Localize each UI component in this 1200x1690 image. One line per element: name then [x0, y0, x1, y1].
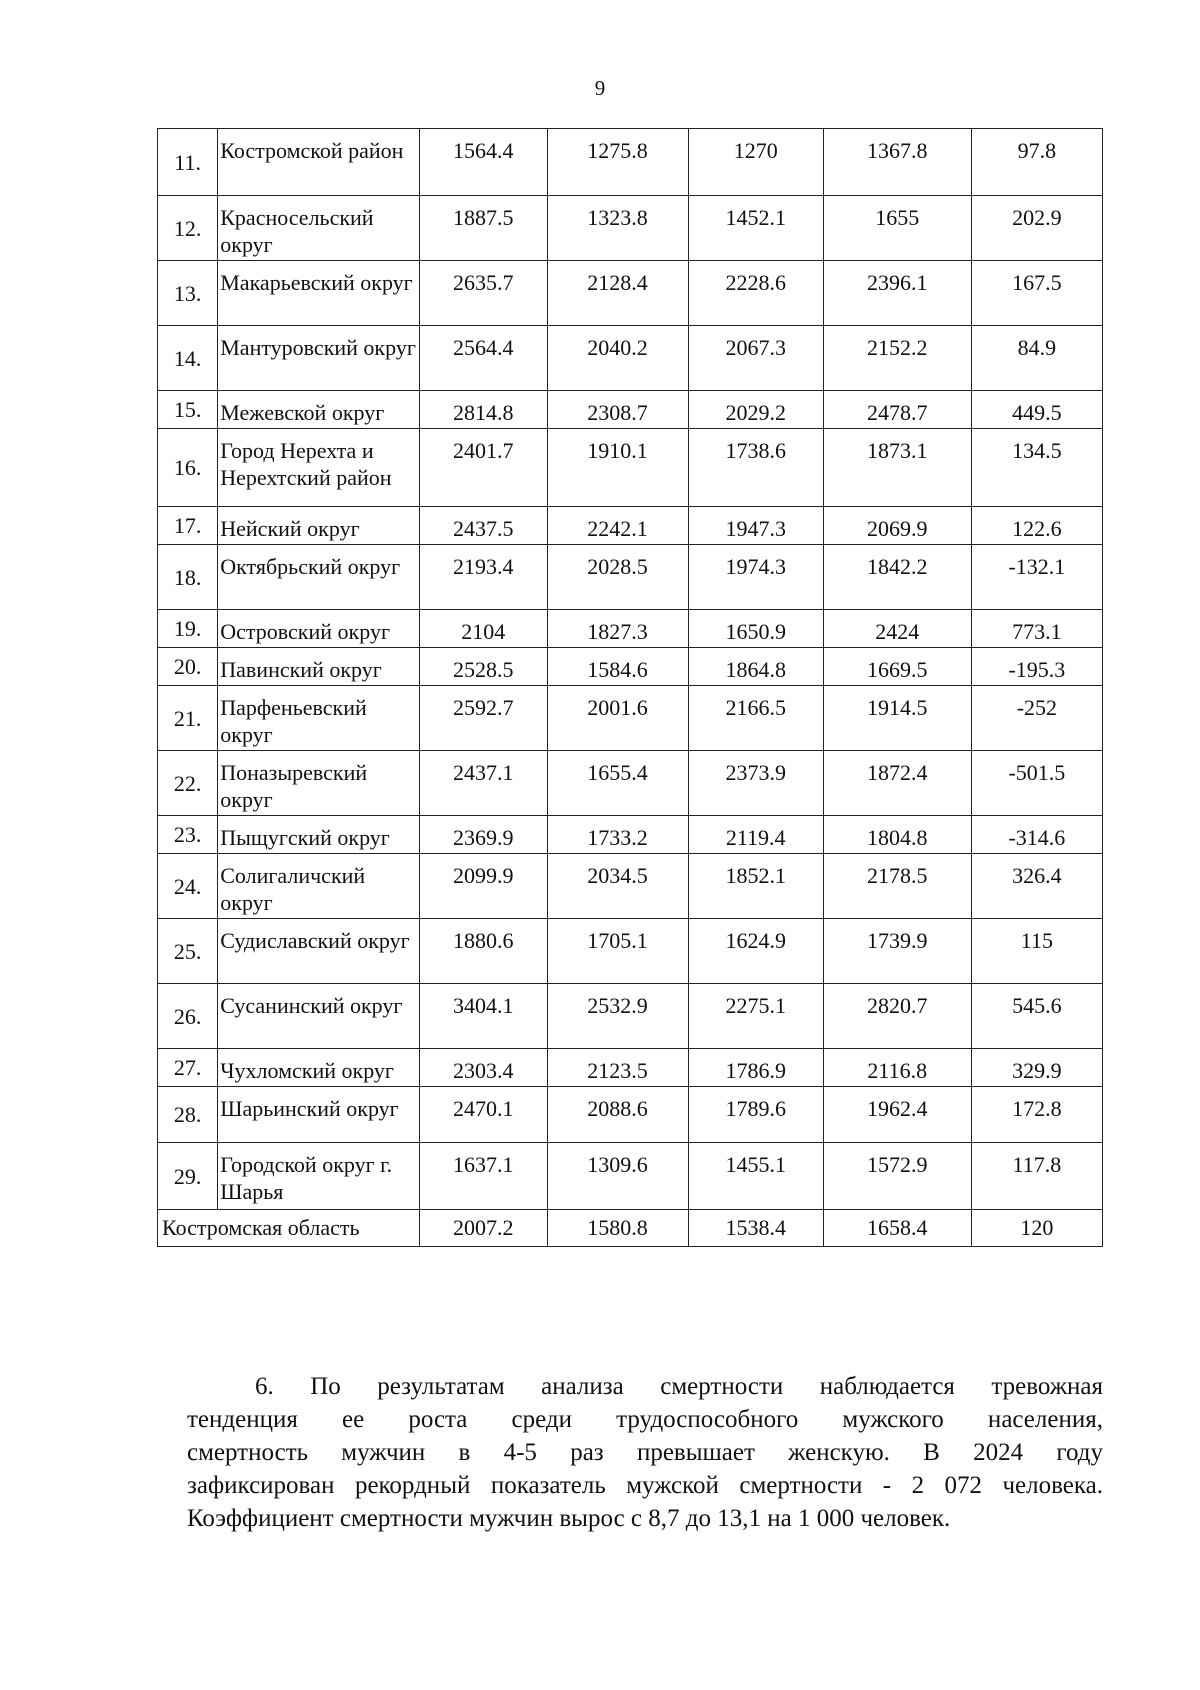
- value-cell: 2029.2: [688, 391, 823, 429]
- value-cell: 1270: [688, 129, 823, 196]
- value-cell: 2373.9: [688, 751, 823, 816]
- table-row: [158, 854, 1103, 919]
- value-cell: 1739.9: [823, 919, 971, 984]
- total-value-cell: 120: [971, 1210, 1102, 1247]
- table-row: [158, 984, 1103, 1049]
- value-cell: 2437.1: [420, 751, 547, 816]
- value-cell: 117.8: [971, 1143, 1102, 1210]
- value-cell: 1914.5: [823, 686, 971, 751]
- row-number: 23.: [158, 816, 218, 854]
- value-cell: 1789.6: [688, 1087, 823, 1143]
- value-cell: 1872.4: [823, 751, 971, 816]
- paragraph-line: смертность мужчин в 4-5 раз превышает женскую. В 2024 году: [187, 1439, 1103, 1466]
- table-row: [158, 326, 1103, 391]
- total-value-cell: 1658.4: [823, 1210, 971, 1247]
- total-row: [158, 1210, 1103, 1247]
- district-name: Поназыревский округ: [218, 751, 420, 816]
- value-cell: 1842.2: [823, 545, 971, 610]
- value-cell: 115: [971, 919, 1102, 984]
- row-number: 21.: [158, 686, 218, 751]
- value-cell: 84.9: [971, 326, 1102, 391]
- value-cell: 2116.8: [823, 1049, 971, 1087]
- value-cell: 2040.2: [547, 326, 688, 391]
- district-name: Пыщугский округ: [218, 816, 420, 854]
- value-cell: 1275.8: [547, 129, 688, 196]
- row-number: 24.: [158, 854, 218, 919]
- value-cell: 326.4: [971, 854, 1102, 919]
- value-cell: 1947.3: [688, 507, 823, 545]
- value-cell: 1309.6: [547, 1143, 688, 1210]
- district-name: Межевской округ: [218, 391, 420, 429]
- value-cell: 97.8: [971, 129, 1102, 196]
- value-cell: 2470.1: [420, 1087, 547, 1143]
- value-cell: 1864.8: [688, 648, 823, 686]
- region-name: Костромская область: [158, 1210, 420, 1247]
- district-name: Город Нерехта и Нерехтский район: [218, 429, 420, 507]
- value-cell: 134.5: [971, 429, 1102, 507]
- value-cell: 2166.5: [688, 686, 823, 751]
- district-name: Костромской район: [218, 129, 420, 196]
- value-cell: 1455.1: [688, 1143, 823, 1210]
- value-cell: 2104: [420, 610, 547, 648]
- value-cell: -314.6: [971, 816, 1102, 854]
- district-name: Красносельский округ: [218, 196, 420, 261]
- value-cell: 2424: [823, 610, 971, 648]
- value-cell: 1584.6: [547, 648, 688, 686]
- value-cell: 172.8: [971, 1087, 1102, 1143]
- row-number: 19.: [158, 610, 218, 648]
- value-cell: 2369.9: [420, 816, 547, 854]
- value-cell: 2275.1: [688, 984, 823, 1049]
- row-number: 18.: [158, 545, 218, 610]
- district-name: Шарьинский округ: [218, 1087, 420, 1143]
- value-cell: 2401.7: [420, 429, 547, 507]
- row-number: 22.: [158, 751, 218, 816]
- district-name: Октябрьский округ: [218, 545, 420, 610]
- value-cell: 2152.2: [823, 326, 971, 391]
- value-cell: -501.5: [971, 751, 1102, 816]
- district-name: Солигаличский округ: [218, 854, 420, 919]
- value-cell: 1669.5: [823, 648, 971, 686]
- value-cell: 1624.9: [688, 919, 823, 984]
- district-name: Чухломский округ: [218, 1049, 420, 1087]
- value-cell: 2099.9: [420, 854, 547, 919]
- value-cell: 2396.1: [823, 261, 971, 326]
- value-cell: 329.9: [971, 1049, 1102, 1087]
- table-row: [158, 507, 1103, 545]
- value-cell: 1873.1: [823, 429, 971, 507]
- value-cell: 1880.6: [420, 919, 547, 984]
- value-cell: 1786.9: [688, 1049, 823, 1087]
- value-cell: 2820.7: [823, 984, 971, 1049]
- district-name: Островский округ: [218, 610, 420, 648]
- total-value-cell: 1538.4: [688, 1210, 823, 1247]
- value-cell: 1733.2: [547, 816, 688, 854]
- row-number: 16.: [158, 429, 218, 507]
- value-cell: 1738.6: [688, 429, 823, 507]
- row-number: 26.: [158, 984, 218, 1049]
- value-cell: 2193.4: [420, 545, 547, 610]
- value-cell: 1367.8: [823, 129, 971, 196]
- value-cell: 2592.7: [420, 686, 547, 751]
- mortality-table: [157, 128, 1103, 1247]
- row-number: 27.: [158, 1049, 218, 1087]
- value-cell: 1852.1: [688, 854, 823, 919]
- value-cell: 1650.9: [688, 610, 823, 648]
- value-cell: 2128.4: [547, 261, 688, 326]
- paragraph-line: 6. По результатам анализа смертности наблюдается тревожная: [255, 1373, 1103, 1400]
- table-row: [158, 1087, 1103, 1143]
- table-row: [158, 1143, 1103, 1210]
- paragraph-line: Коэффициент смертности мужчин вырос с 8,7 до 13,1 на 1 000 человек.: [187, 1505, 951, 1532]
- value-cell: 2034.5: [547, 854, 688, 919]
- table-row: [158, 196, 1103, 261]
- row-number: 29.: [158, 1143, 218, 1210]
- district-name: Мантуровский округ: [218, 326, 420, 391]
- value-cell: -195.3: [971, 648, 1102, 686]
- row-number: 28.: [158, 1087, 218, 1143]
- value-cell: 545.6: [971, 984, 1102, 1049]
- value-cell: 1572.9: [823, 1143, 971, 1210]
- district-name: Павинский округ: [218, 648, 420, 686]
- row-number: 14.: [158, 326, 218, 391]
- district-name: Городской округ г. Шарья: [218, 1143, 420, 1210]
- value-cell: 2069.9: [823, 507, 971, 545]
- value-cell: 1452.1: [688, 196, 823, 261]
- value-cell: 2028.5: [547, 545, 688, 610]
- total-value-cell: 1580.8: [547, 1210, 688, 1247]
- district-name: Сусанинский округ: [218, 984, 420, 1049]
- value-cell: 2178.5: [823, 854, 971, 919]
- table-row: [158, 919, 1103, 984]
- value-cell: 2478.7: [823, 391, 971, 429]
- district-name: Парфеньевский округ: [218, 686, 420, 751]
- value-cell: 1705.1: [547, 919, 688, 984]
- value-cell: 449.5: [971, 391, 1102, 429]
- district-name: Судиславский округ: [218, 919, 420, 984]
- table-row: [158, 686, 1103, 751]
- value-cell: 3404.1: [420, 984, 547, 1049]
- value-cell: -132.1: [971, 545, 1102, 610]
- value-cell: 2564.4: [420, 326, 547, 391]
- table-row: [158, 261, 1103, 326]
- value-cell: 2528.5: [420, 648, 547, 686]
- table-row: [158, 610, 1103, 648]
- analysis-paragraph: [187, 1370, 1103, 1535]
- row-number: 11.: [158, 129, 218, 196]
- value-cell: 1962.4: [823, 1087, 971, 1143]
- value-cell: 1804.8: [823, 816, 971, 854]
- value-cell: 1655.4: [547, 751, 688, 816]
- value-cell: -252: [971, 686, 1102, 751]
- value-cell: 1637.1: [420, 1143, 547, 1210]
- row-number: 17.: [158, 507, 218, 545]
- value-cell: 1887.5: [420, 196, 547, 261]
- total-value-cell: 2007.2: [420, 1210, 547, 1247]
- page-number: 9: [594, 76, 606, 100]
- value-cell: 1974.3: [688, 545, 823, 610]
- row-number: 12.: [158, 196, 218, 261]
- value-cell: 2123.5: [547, 1049, 688, 1087]
- value-cell: 167.5: [971, 261, 1102, 326]
- table-row: [158, 391, 1103, 429]
- value-cell: 2437.5: [420, 507, 547, 545]
- table-row: [158, 1049, 1103, 1087]
- value-cell: 2001.6: [547, 686, 688, 751]
- table-row: [158, 129, 1103, 196]
- value-cell: 1655: [823, 196, 971, 261]
- paragraph-line: тенденция ее роста среди трудоспособного мужского населения,: [187, 1406, 1103, 1433]
- row-number: 20.: [158, 648, 218, 686]
- value-cell: 1827.3: [547, 610, 688, 648]
- value-cell: 202.9: [971, 196, 1102, 261]
- value-cell: 2088.6: [547, 1087, 688, 1143]
- value-cell: 2814.8: [420, 391, 547, 429]
- value-cell: 2532.9: [547, 984, 688, 1049]
- table-row: [158, 751, 1103, 816]
- value-cell: 2067.3: [688, 326, 823, 391]
- value-cell: 1564.4: [420, 129, 547, 196]
- district-name: Макарьевский округ: [218, 261, 420, 326]
- table-row: [158, 816, 1103, 854]
- value-cell: 1323.8: [547, 196, 688, 261]
- value-cell: 2242.1: [547, 507, 688, 545]
- row-number: 25.: [158, 919, 218, 984]
- value-cell: 2635.7: [420, 261, 547, 326]
- value-cell: 1910.1: [547, 429, 688, 507]
- value-cell: 773.1: [971, 610, 1102, 648]
- value-cell: 2228.6: [688, 261, 823, 326]
- value-cell: 2308.7: [547, 391, 688, 429]
- table-row: [158, 545, 1103, 610]
- table-row: [158, 429, 1103, 507]
- row-number: 15.: [158, 391, 218, 429]
- district-name: Нейский округ: [218, 507, 420, 545]
- table-row: [158, 648, 1103, 686]
- value-cell: 2119.4: [688, 816, 823, 854]
- row-number: 13.: [158, 261, 218, 326]
- paragraph-line: зафиксирован рекордный показатель мужской смертности - 2 072 человека.: [187, 1472, 1103, 1499]
- value-cell: 2303.4: [420, 1049, 547, 1087]
- value-cell: 122.6: [971, 507, 1102, 545]
